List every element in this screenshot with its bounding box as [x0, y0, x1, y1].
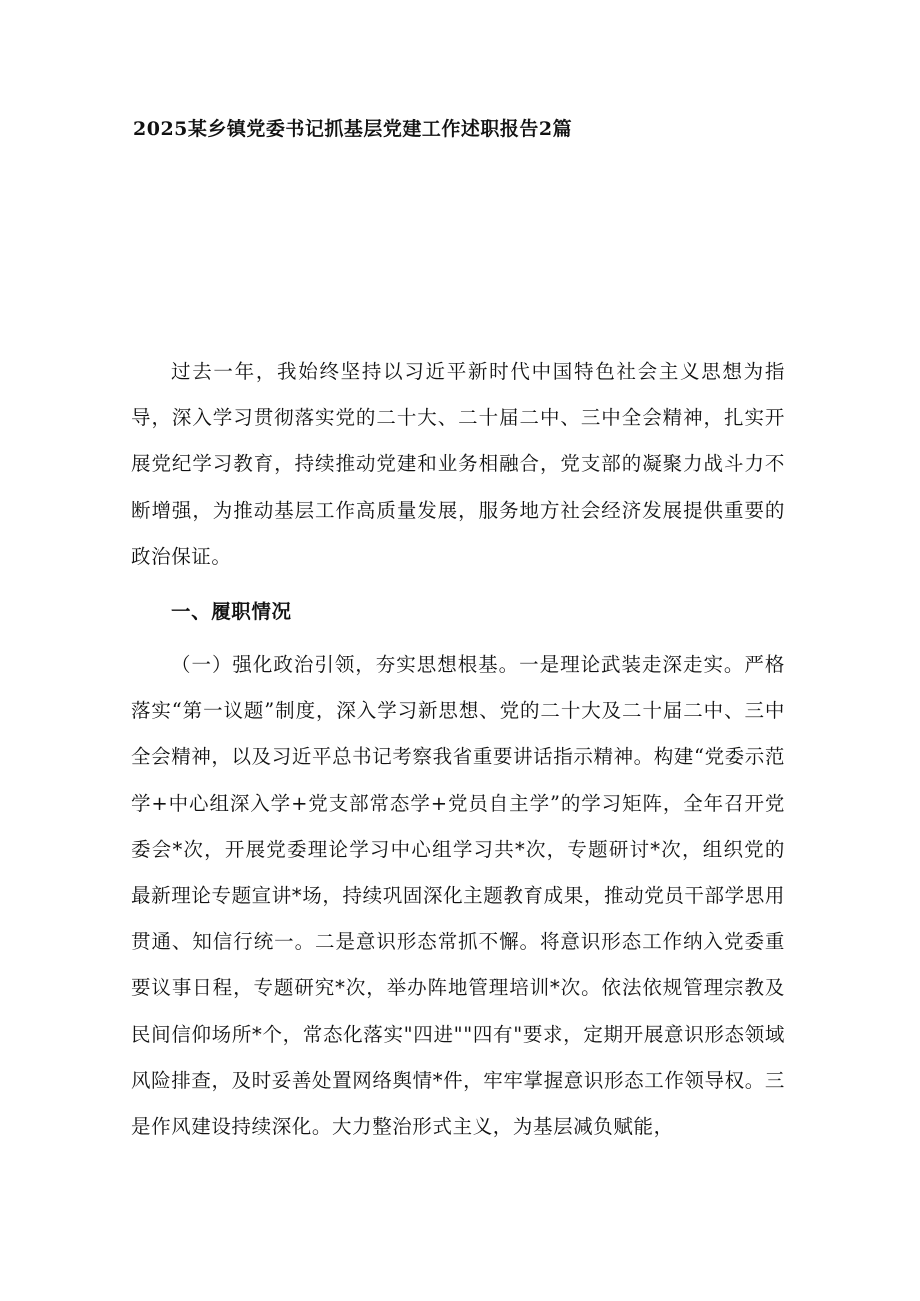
- intro-paragraph: 过去一年，我始终坚持以习近平新时代中国特色社会主义思想为指导，深入学习贯彻落实党的二十大、二十届二中、三中全会精神，扎实开展党纪学习教育，持续推动党建和业务相融合，党支部的凝聚力战斗力不断增强，为推动基层工作高质量发展，服务地方社会经济发展提供重要的政治保证。: [131, 360, 785, 568]
- section-paragraph-political-guidance: （一）强化政治引领，夯实思想根基。一是理论武装走深走实。严格落实“第一议题”制度，深入学习新思想、党的二十大及二十届二中、三中全会精神，以及习近平总书记考察我省重要讲话指示精神。构建“党委示范学+中心组深入学+党支部常态学+党员自主学”的学习矩阵，全年召开党委会*次，开展党委理论学习中心组学习共*次，专题研讨*次，组织党的最新理论专题宣讲*场，持续巩固深化主题教育成果，推动党员干部学思用贯通、知信行统一。二是意识形态常抓不懈。将意识形态工作纳入党委重要议事日程，专题研究*次，举办阵地管理培训*次。依法依规管理宗教及民间信仰场所*个，常态化落实"四进""四有"要求，定期开展意识形态领域风险排查，及时妥善处置网络舆情*件，牢牢掌握意识形态工作领导权。三是作风建设持续深化。大力整治形式主义，为基层减负赋能，: [131, 653, 785, 1139]
- section-heading-performance: 一、履职情况: [171, 600, 292, 623]
- document-title: 2025某乡镇党委书记抓基层党建工作述职报告2篇: [133, 118, 573, 140]
